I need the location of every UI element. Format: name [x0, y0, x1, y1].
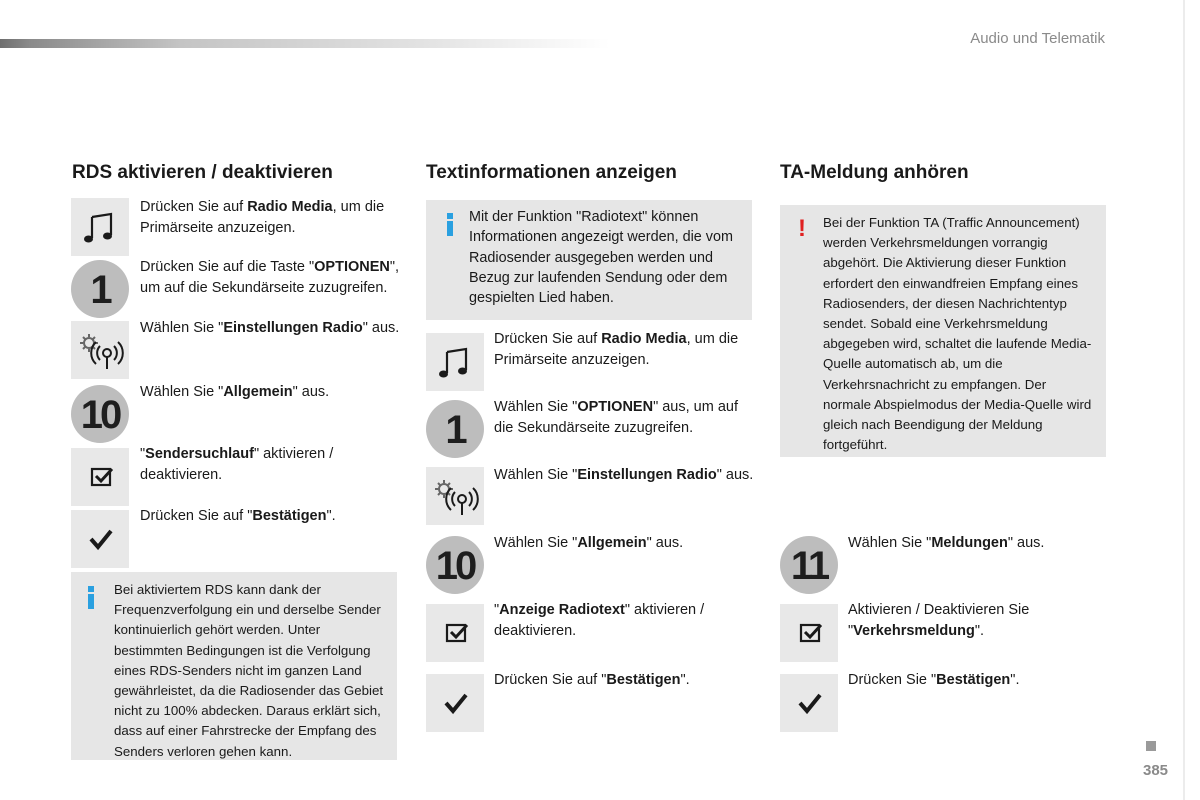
col2-step-2: Wählen Sie "OPTIONEN" aus, um auf die Sekundärseite zuzugreifen. [494, 399, 739, 436]
col3-step-3: Drücken Sie "Bestätigen". [848, 672, 1020, 688]
checkbox-icon [426, 604, 484, 662]
checkmark-icon [426, 674, 484, 732]
step-badge-1: 1 [426, 400, 484, 458]
settings-radio-icon [426, 467, 484, 525]
step-badge-11: 11 [780, 536, 838, 594]
col1-step-2: Drücken Sie auf die Taste "OPTIONEN", um auf die Sekundärseite zuzugreifen. [140, 259, 400, 296]
checkbox-icon [780, 604, 838, 662]
col1-info-text: Bei aktiviertem RDS kann dank der Frequenzverfolgung ein und derselbe Sender kontinuierlich gehört werden. Unter bestimmten Bedingungen ist die Verfolgung eines RDS-Senders nicht im ganzen Land gewährleistet, da die Radiosender das Gebiet nicht zu 100% abdecken. Daraus erklärt sich, dass auf einer Fahrstrecke der Empfang des Senders verloren gehen kann. [114, 582, 384, 759]
col1-info-box [71, 572, 397, 760]
col2-step-3: Wählen Sie "Einstellungen Radio" aus. [494, 467, 754, 483]
col1-step-3: Wählen Sie "Einstellungen Radio" aus. [140, 320, 400, 336]
col3-title: TA-Meldung anhören [780, 162, 969, 183]
col2-step-5: "Anzeige Radiotext" aktivieren / deaktivieren. [494, 602, 705, 639]
col1-step-5: "Sendersuchlauf" aktivieren / deaktivieren. [140, 446, 334, 483]
col1-step-1: Drücken Sie auf Radio Media, um die Primärseite anzuzeigen. [140, 199, 385, 236]
col2-step-6: Drücken Sie auf "Bestätigen". [494, 672, 690, 688]
col3-warning-box [780, 205, 1106, 457]
step-badge-1: 1 [71, 260, 129, 318]
checkmark-icon [780, 674, 838, 732]
settings-radio-icon [71, 321, 129, 379]
page-number-marker [1146, 741, 1156, 751]
warning-icon: ! [798, 215, 806, 242]
col2-step-4: Wählen Sie "Allgemein" aus. [494, 535, 684, 551]
col2-info-box [426, 200, 752, 320]
col2-info-text: Mit der Funktion "Radiotext" können Informationen angezeigt werden, die vom Radiosender ausgegeben werden und Bezug zur laufenden Sendung oder dem gespielten Lied haben. [469, 209, 733, 307]
col2-step-1: Drücken Sie auf Radio Media, um die Primärseite anzuzeigen. [494, 331, 739, 368]
header-gradient-bar [0, 39, 610, 48]
checkmark-icon [71, 510, 129, 568]
music-note-icon [426, 333, 484, 391]
col2-title: Textinformationen anzeigen [426, 162, 677, 183]
col1-step-6: Drücken Sie auf "Bestätigen". [140, 508, 336, 524]
col3-warning-text: Bei der Funktion TA (Traffic Announcement) werden Verkehrsmeldungen vorrangig abgehört. Die Aktivierung dieser Funktion erfordert den einwandfreien Empfang eines Radiosenders, der diesen Nachrichtentyp sendet. Sobald eine Verkehrsmeldung abgegeben wird, schaltet die laufende Media-Quelle automatisch ab, um die Verkehrsnachricht zu empfangen. Der normale Abspielmodus der Media-Quelle wird gleich nach Beendigung der Meldung fortgeführt. [823, 215, 1092, 453]
page-number: 385 [1143, 762, 1169, 779]
music-note-icon [71, 198, 129, 256]
section-title: Audio und Telematik [970, 30, 1105, 47]
col3-step-2: Aktivieren / Deaktivieren Sie "Verkehrsmeldung". [848, 602, 1030, 639]
col1-step-4: Wählen Sie "Allgemein" aus. [140, 384, 330, 400]
checkbox-icon [71, 448, 129, 506]
col1-title: RDS aktivieren / deaktivieren [72, 162, 333, 183]
col3-step-1: Wählen Sie "Meldungen" aus. [848, 535, 1045, 551]
step-badge-10: 10 [426, 536, 484, 594]
step-badge-10: 10 [71, 385, 129, 443]
page-edge-rule [1183, 0, 1185, 800]
